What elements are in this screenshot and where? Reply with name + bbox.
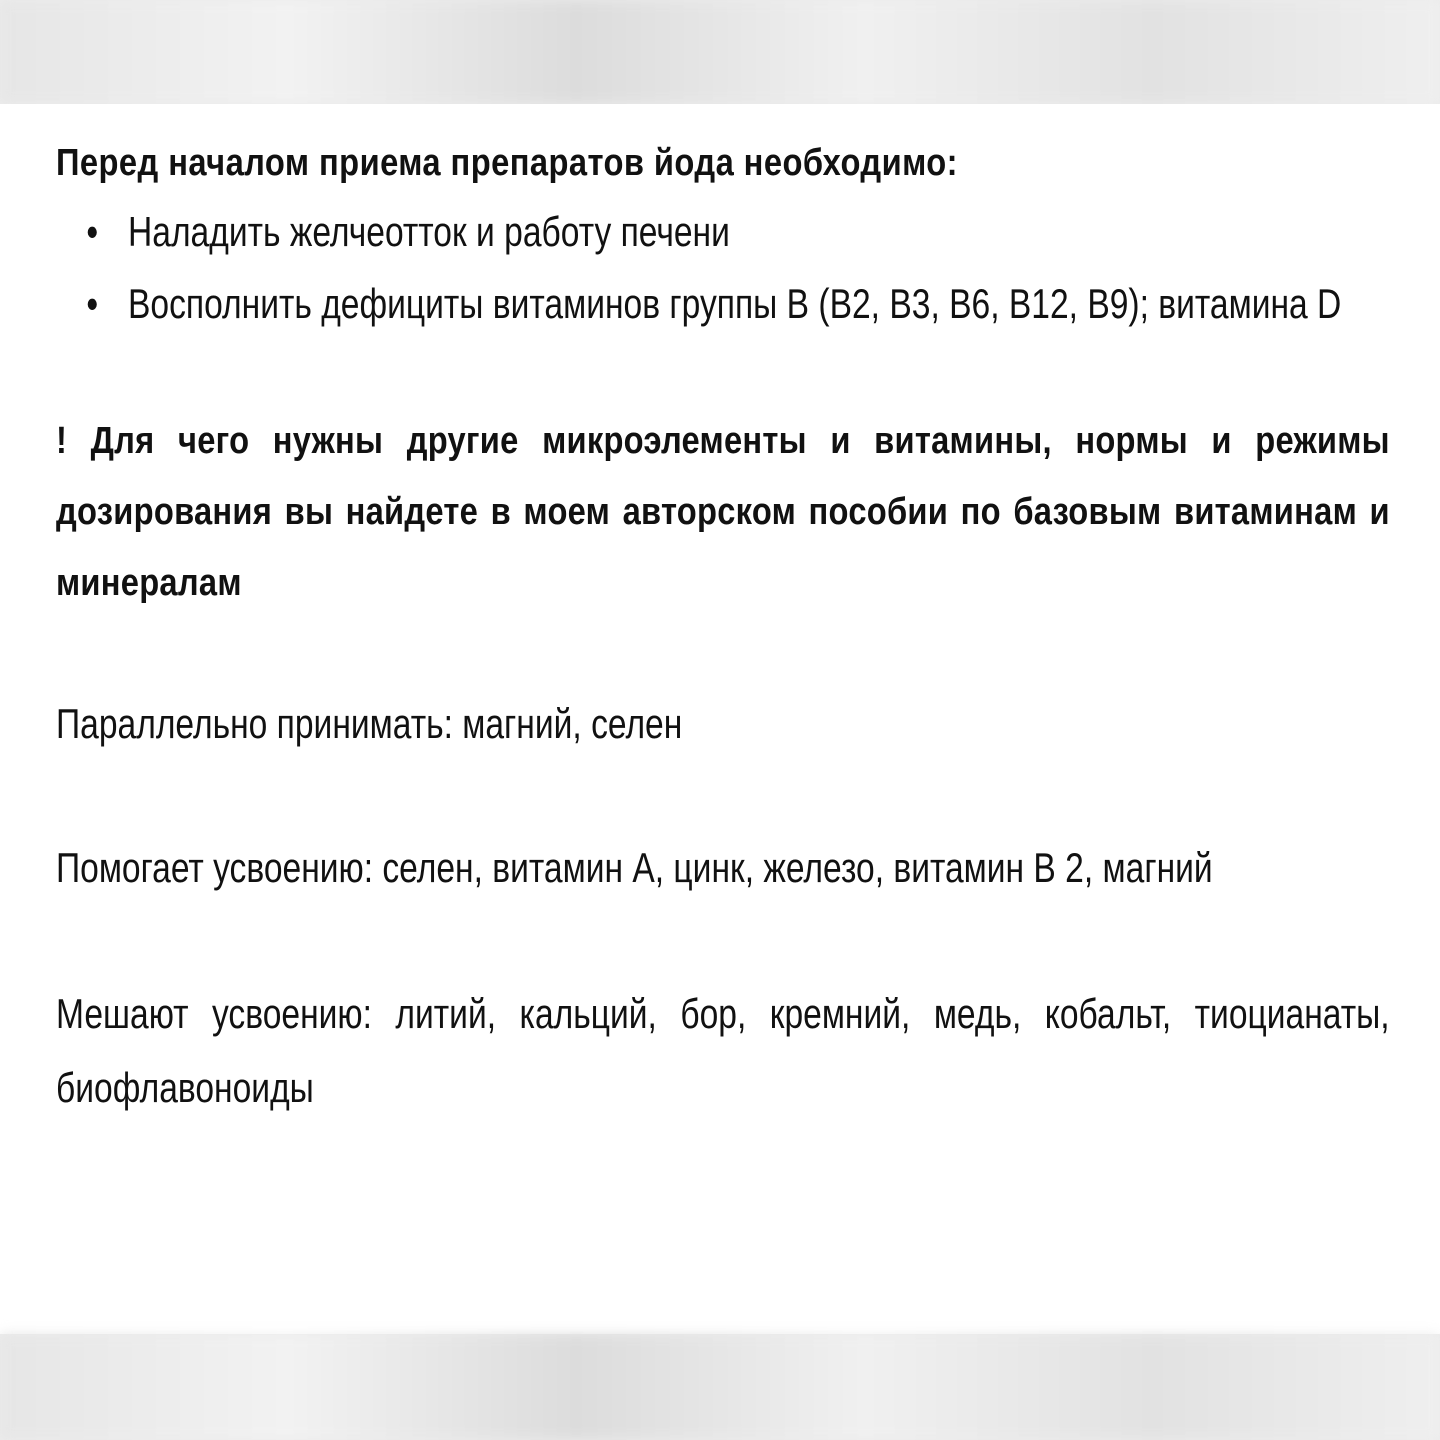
parallel-intake-paragraph: Параллельно принимать: магний, селен [56,700,683,747]
blurred-bottom-background [0,1334,1440,1440]
intro-heading: Перед началом приема препаратов йода необходимо: [56,142,958,184]
intro-bullet-list [56,196,1440,340]
content-card [0,104,1440,1334]
bullet-item-liver: • Наладить желчеотток и работу печени [128,196,1440,268]
absorption-helpers-paragraph: Помогает усвоению: селен, витамин А, цинк, железо, витамин В 2, магний [56,844,1213,891]
text-content [56,130,1390,1125]
absorption-inhibitors-paragraph: Мешают усвоению: литий, кальций, бор, кремний, медь, кобальт, тиоцианаты, биофлавоноиды [56,990,1390,1111]
blurred-top-background [0,0,1440,104]
note-paragraph: ! Для чего нужны другие микроэлементы и витамины, нормы и режимы дозирования вы найдете в моем авторском пособии по базовым витаминам и минералам [56,420,1390,604]
bullet-item-vitamins: • Восполнить дефициты витаминов группы В (В2, В3, В6, В12, В9); витамина D [128,268,1440,340]
